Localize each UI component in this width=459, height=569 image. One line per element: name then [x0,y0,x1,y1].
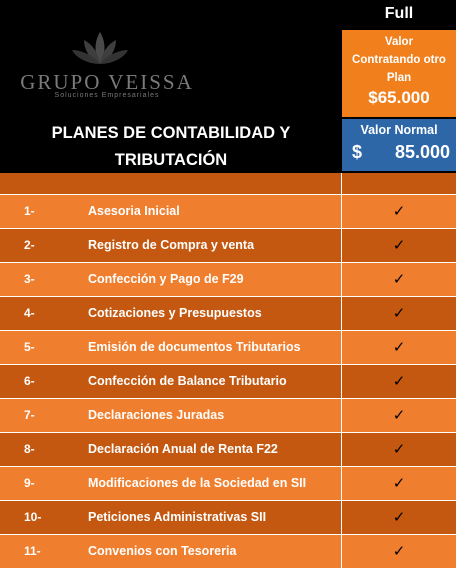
checkmark-icon: ✓ [392,475,406,492]
checkmark-icon: ✓ [392,407,406,424]
service-number: 11- [24,544,41,558]
service-label: Emisión de documentos Tributarios [88,340,301,354]
table-row [0,297,459,331]
checkmark-icon: ✓ [392,441,406,458]
normal-price-row [342,137,456,165]
table-row [0,195,459,229]
table-row [0,535,459,569]
table-row [0,467,459,501]
service-number: 8- [24,442,35,456]
service-label: Asesoria Inicial [88,204,180,218]
table-row [0,229,459,263]
service-number: 6- [24,374,35,388]
checkmark-icon: ✓ [392,305,406,322]
service-number: 3- [24,272,35,286]
table-row [0,399,459,433]
checkmark-icon: ✓ [392,203,406,220]
service-number: 10- [24,510,42,524]
discount-desc-line-2: Contratando otro [352,54,446,66]
service-number: 9- [24,476,35,490]
service-number: 5- [24,340,35,354]
checkmark-icon: ✓ [392,339,406,356]
normal-price-currency: $ [352,142,363,162]
table-row [0,263,459,297]
service-label: Confección y Pago de F29 [88,272,244,286]
discount-desc-line-3: Plan [386,72,412,84]
header [0,0,459,173]
service-label: Cotizaciones y Presupuestos [88,306,262,320]
title-line-2: TRIBUTACIÓN [114,151,228,169]
service-label: Registro de Compra y venta [88,238,255,252]
services-table [0,173,459,569]
service-label: Modificaciones de la Sociedad en SII [88,476,307,490]
discount-price: $65.000 [368,88,430,107]
checkmark-icon: ✓ [392,509,406,526]
checkmark-icon: ✓ [392,237,406,254]
service-label: Confección de Balance Tributario [88,374,287,388]
table-row [0,501,459,535]
table-spacer-row [0,173,459,195]
logo-name: GRUPO VEISSA [20,70,194,94]
discount-price-box [342,30,456,117]
service-number: 7- [24,408,35,422]
service-label: Convenios con Tesoreria [88,544,237,558]
service-number: 4- [24,306,35,320]
checkmark-icon: ✓ [392,543,406,560]
service-label: Declaraciones Juradas [88,408,225,422]
service-label: Declaración Anual de Renta F22 [88,442,278,456]
discount-description [342,30,456,87]
lotus-logo-icon [70,30,130,66]
service-label: Peticiones Administrativas SII [88,510,267,524]
service-number: 2- [24,238,35,252]
checkmark-icon: ✓ [392,373,406,390]
checkmark-icon: ✓ [392,271,406,288]
normal-price-box [342,119,456,171]
table-row [0,433,459,467]
normal-price-amount: 85.000 [394,142,450,162]
column-divider [341,173,342,194]
page-title [0,120,342,174]
logo-tagline: Soluciones Empresariales [54,92,160,99]
normal-price-label: Valor Normal [360,123,438,137]
service-number: 1- [24,204,35,218]
table-row [0,365,459,399]
discount-desc-line-1: Valor [384,36,414,48]
table-row [0,331,459,365]
company-logo [12,30,202,102]
title-line-1: PLANES DE CONTABILIDAD Y [51,124,291,142]
plan-name: Full [384,5,414,22]
